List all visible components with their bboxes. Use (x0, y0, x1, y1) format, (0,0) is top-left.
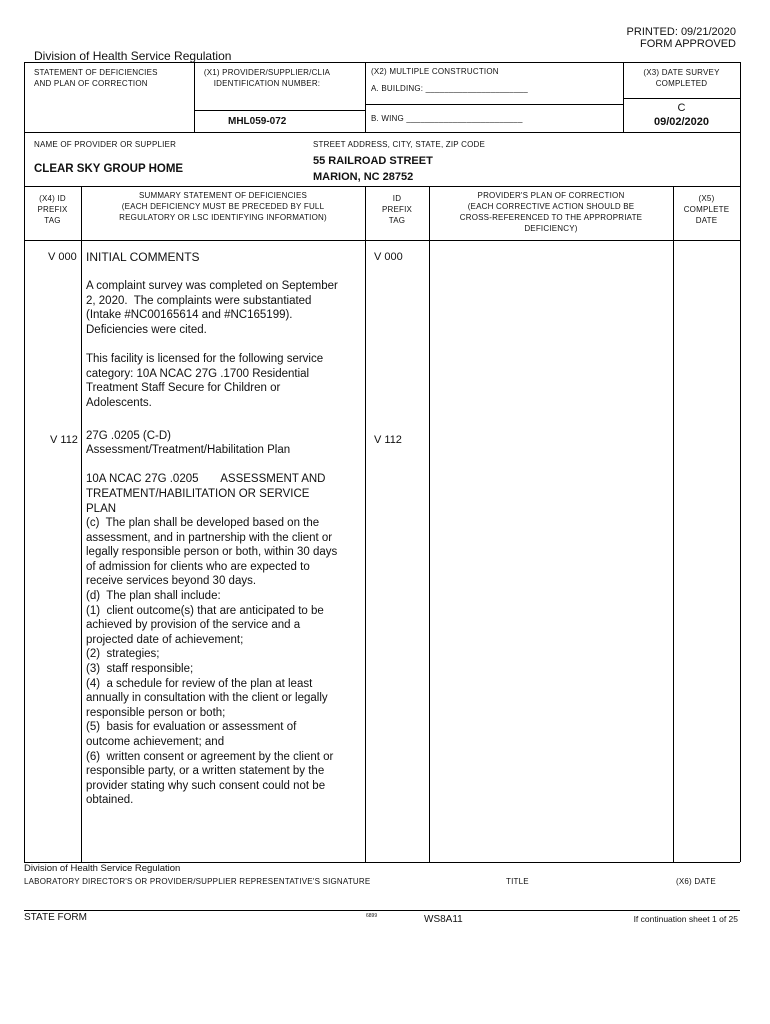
address-line2: MARION, NC 28752 (313, 171, 414, 183)
v000-paragraph-2: This facility is licensed for the following service category: 10A NCAC 27G .1700 Residential Treatment Staff Secure for Children or Adolescents. (86, 353, 324, 409)
v112-item-2: (2) strategies; (86, 648, 160, 661)
v112-item-5: (5) basis for evaluation or assessment of outcome achievement; and (86, 721, 297, 748)
tag-v112: V 112 (50, 434, 78, 446)
continuation-label: If continuation sheet 1 of 25 (633, 914, 738, 924)
v112-item-1: (1) client outcome(s) that are anticipated to be achieved by provision of the service and a projected date of achievement; (86, 604, 324, 646)
x3-label: (X3) DATE SURVEY COMPLETED (643, 68, 720, 88)
v112-item-6: (6) written consent or agreement by the client or responsible party, or a written statement by the provider stating why such consent could not be obtained. (86, 750, 334, 807)
building-label: A. BUILDING: ______________________ (371, 84, 528, 93)
col-plan-header: PROVIDER'S PLAN OF CORRECTION (EACH CORRECTIVE ACTION SHOULD BE CROSS-REFERENCED TO THE APPROPRIATE DEFICIENCY) (459, 191, 643, 233)
x6-date-label: (X6) DATE (676, 877, 716, 886)
wing-label: B. WING _________________________ (371, 114, 523, 123)
title-label: TITLE (506, 877, 529, 886)
col-x5-header: (X5) COMPLETE DATE (683, 194, 730, 225)
address-line1: 55 RAILROAD STREET (313, 155, 433, 167)
tag-v000: V 000 (48, 251, 77, 263)
col-summary-header: SUMMARY STATEMENT OF DEFICIENCIES (EACH DEFICIENCY MUST BE PRECEDED BY FULL REGULATORY OR LSC IDENTIFYING INFORMATION) (119, 191, 327, 222)
x3-code: C (677, 102, 686, 114)
form-number: 6899 (366, 913, 378, 919)
address-label: STREET ADDRESS, CITY, STATE, ZIP CODE (313, 140, 486, 149)
tag-v000-right: V 000 (374, 251, 403, 263)
provider-name-label: NAME OF PROVIDER OR SUPPLIER (34, 140, 177, 149)
v112-item-4: (4) a schedule for review of the plan at least annually in consultation with the client or legally responsible person or both; (86, 677, 328, 719)
footer-agency: Division of Health Service Regulation (24, 863, 181, 874)
statement-label: STATEMENT OF DEFICIENCIES AND PLAN OF CORRECTION (34, 68, 158, 88)
event-code: WS8A11 (424, 914, 463, 925)
x1-value: MHL059-072 (228, 116, 287, 127)
v112-title: 27G .0205 (C-D) Assessment/Treatment/Habilitation Plan (86, 429, 291, 457)
v000-title: INITIAL COMMENTS (86, 250, 200, 264)
v112-item-3: (3) staff responsible; (86, 663, 194, 676)
signature-label: LABORATORY DIRECTOR'S OR PROVIDER/SUPPLIER REPRESENTATIVE'S SIGNATURE (24, 877, 371, 886)
v112-heading: 10A NCAC 27G .0205 ASSESSMENT AND TREATMENT/HABILITATION OR SERVICE PLAN (86, 473, 326, 515)
form-approved: FORM APPROVED (640, 38, 736, 50)
deficiency-text (86, 250, 366, 808)
col-id-header: ID PREFIX TAG (381, 194, 413, 225)
v112-section-d: (d) The plan shall include: (86, 590, 221, 603)
state-form-label: STATE FORM (24, 912, 87, 923)
v112-section-c: (c) The plan shall be developed based on the assessment, and in partnership with the client or legally responsible person or both, within 30 days of admission for clients who are expected to receive services beyond 30 days. (86, 517, 338, 588)
tag-v112-right: V 112 (374, 434, 402, 446)
provider-name: CLEAR SKY GROUP HOME (34, 163, 184, 175)
v000-paragraph-1: A complaint survey was completed on September 2, 2020. The complaints were substantiated (Intake #NC00165614 and #NC165199). Deficiencies were cited. (86, 280, 338, 336)
x1-label: (X1) PROVIDER/SUPPLIER/CLIA IDENTIFICATION NUMBER: (203, 68, 331, 88)
x3-date: 09/02/2020 (653, 116, 710, 128)
col-x4-header: (X4) ID PREFIX TAG (37, 194, 68, 225)
printed-date: PRINTED: 09/21/2020 (626, 26, 736, 38)
x2-label: (X2) MULTIPLE CONSTRUCTION (371, 67, 499, 76)
agency-name: Division of Health Service Regulation (34, 49, 232, 63)
